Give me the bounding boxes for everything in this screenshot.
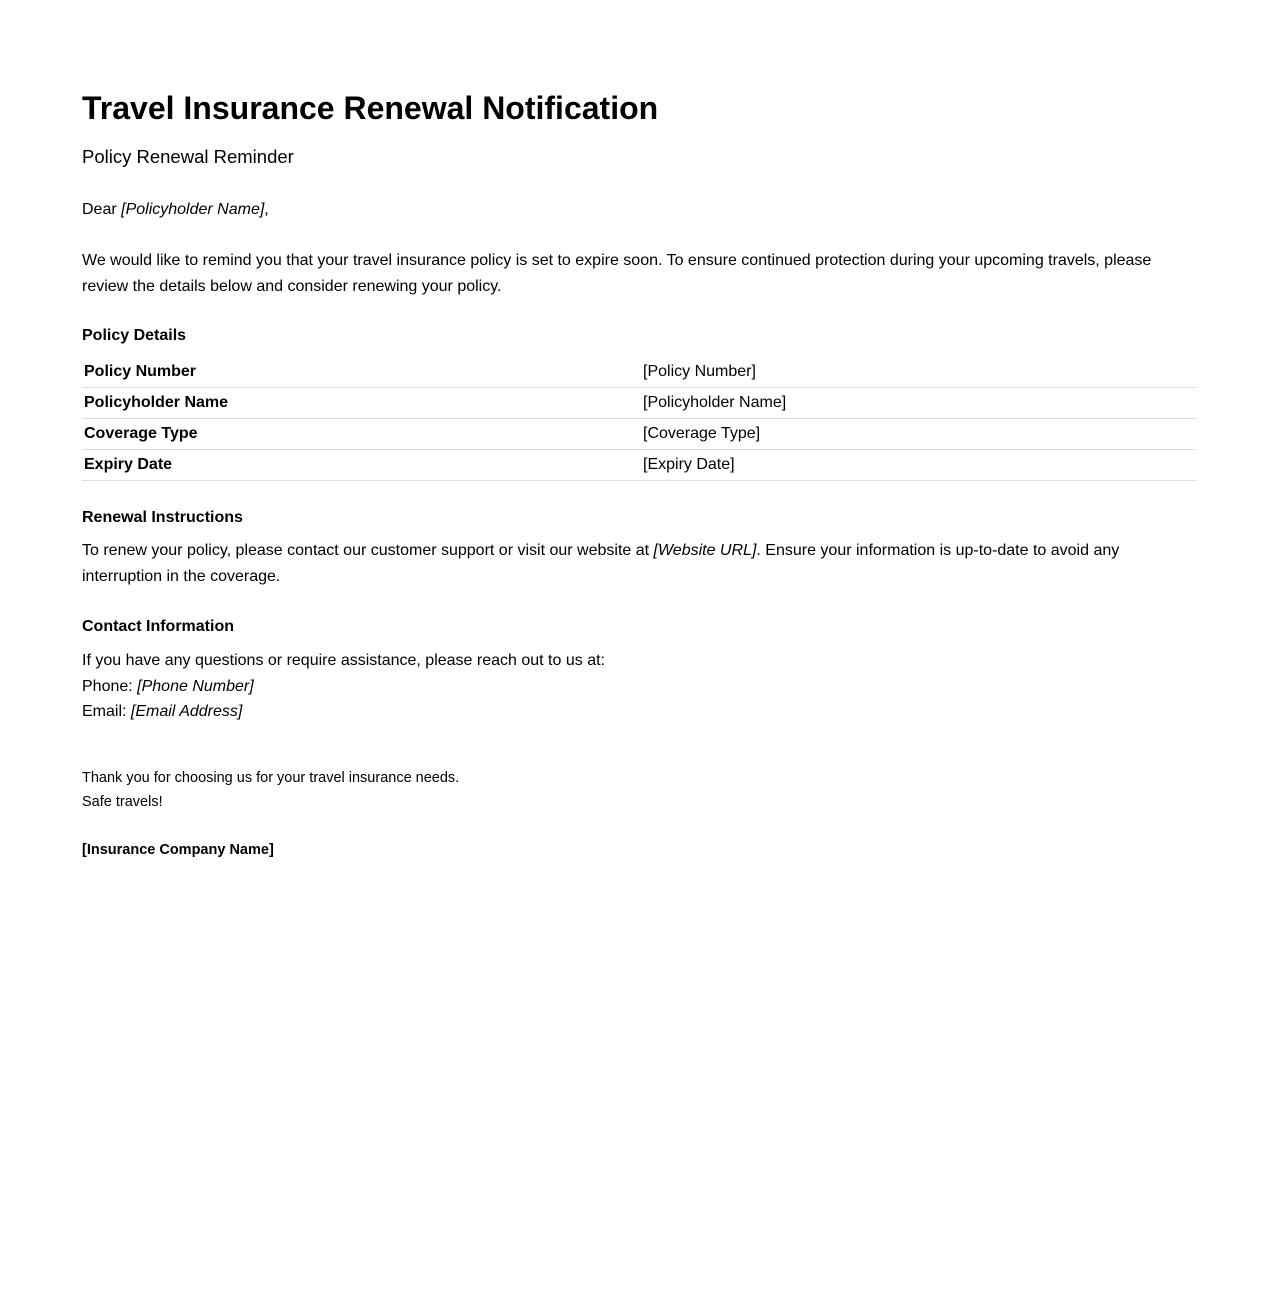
expiry-date-value: [Expiry Date]: [641, 450, 1196, 481]
policyholder-name-label: Policyholder Name: [82, 388, 641, 419]
email-address-placeholder: [Email Address]: [130, 703, 243, 720]
contact-email: [82, 699, 605, 725]
page-subtitle: Policy Renewal Reminder: [82, 146, 294, 167]
contact-phone: [82, 674, 605, 700]
greeting: [82, 200, 269, 220]
renewal-instructions-text: [82, 538, 1196, 590]
policyholder-name-value: [Policyholder Name]: [641, 388, 1196, 419]
table-row: [82, 388, 1196, 419]
coverage-type-label: Coverage Type: [82, 419, 641, 450]
website-url-placeholder: [Website URL]: [653, 542, 757, 559]
table-row: [82, 419, 1196, 450]
coverage-type-value: [Coverage Type]: [641, 419, 1196, 450]
intro-paragraph: We would like to remind you that your travel insurance policy is set to expire soon. To ensure continued protection during your upcoming travels, please review the details below and consider renewing your policy.: [82, 252, 1152, 295]
greeting-suffix: ,: [264, 201, 269, 218]
policy-number-label: Policy Number: [82, 357, 641, 388]
table-row: [82, 357, 1196, 388]
policy-number-value: [Policy Number]: [641, 357, 1196, 388]
policyholder-name-placeholder: [Policyholder Name]: [121, 201, 265, 218]
contact-intro: If you have any questions or require assistance, please reach out to us at:: [82, 652, 605, 669]
policy-details-table: [82, 357, 1196, 481]
contact-information-heading: Contact Information: [82, 618, 234, 635]
greeting-prefix: Dear: [82, 201, 122, 218]
company-signature: [Insurance Company Name]: [82, 842, 274, 858]
closing-safe-travels: Safe travels!: [82, 794, 163, 810]
closing: [82, 766, 459, 814]
email-label: Email:: [82, 703, 131, 720]
table-row: [82, 450, 1196, 481]
closing-thanks: Thank you for choosing us for your travel insurance needs.: [82, 770, 460, 786]
phone-number-placeholder: [Phone Number]: [137, 677, 254, 695]
renewal-text-after: . Ensure your information is up-to-date to avoid any interruption in the coverage.: [82, 542, 1120, 585]
policy-details-heading: Policy Details: [82, 327, 187, 344]
expiry-date-label: Expiry Date: [82, 450, 641, 481]
renewal-text-before: To renew your policy, please contact our customer support or visit our website at: [82, 542, 654, 559]
phone-label: Phone:: [82, 677, 138, 695]
page-title: Travel Insurance Renewal Notification: [82, 90, 659, 126]
contact-information: [82, 648, 605, 725]
renewal-instructions-heading: Renewal Instructions: [82, 509, 243, 526]
